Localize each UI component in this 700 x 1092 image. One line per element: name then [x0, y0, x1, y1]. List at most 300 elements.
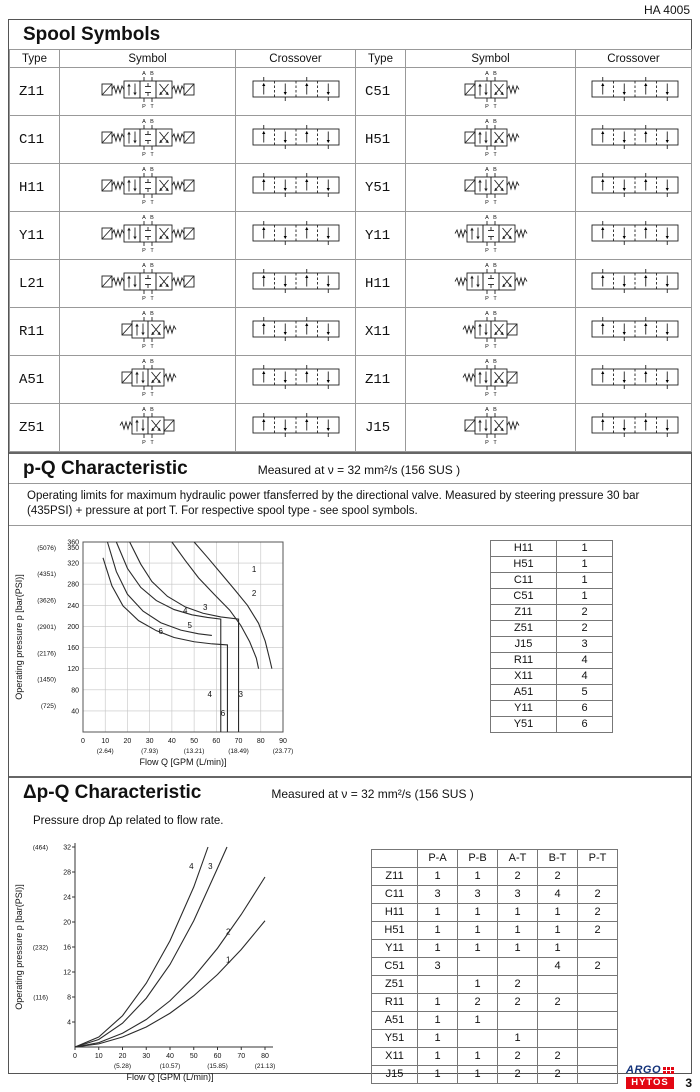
pq-curve-cell: 3 — [557, 636, 613, 652]
svg-text:T: T — [149, 104, 154, 110]
dpq-value-cell: 1 — [498, 1029, 538, 1047]
crossover-cell — [236, 116, 356, 164]
spool-type-cell: J15 — [356, 404, 406, 452]
dpq-value-cell: 1 — [538, 921, 578, 939]
pq-curve-table — [490, 540, 613, 733]
spool-table-row — [10, 308, 692, 356]
spool-type-cell: H51 — [356, 116, 406, 164]
dpq-value-cell — [578, 975, 618, 993]
dpq-value-cell: 1 — [498, 921, 538, 939]
dpq-spool-cell: J15 — [372, 1065, 418, 1083]
dpq-value-cell: 2 — [538, 1047, 578, 1065]
spool-symbol-h51 — [411, 116, 571, 158]
chart-series — [103, 542, 272, 732]
dpq-value-cell: 2 — [498, 993, 538, 1011]
svg-text:40: 40 — [167, 737, 176, 745]
logo-dot-grid-icon — [663, 1067, 674, 1074]
svg-text:B: B — [492, 119, 497, 125]
dpq-value-cell: 1 — [418, 1047, 458, 1065]
dpq-value-cell: 1 — [418, 921, 458, 939]
pq-measured-note: Measured at ν = 32 mm²/s (156 SUS ) — [257, 463, 461, 477]
dpq-table-row — [372, 921, 618, 939]
svg-text:2: 2 — [251, 588, 257, 598]
valve-drawing — [455, 215, 527, 254]
spool-symbols-table — [9, 49, 692, 452]
svg-text:200: 200 — [67, 623, 79, 631]
crossover-cell — [576, 260, 692, 308]
pq-description: Operating limits for maximum hydraulic power tfansferred by the directional valve. Measured by steering pressure 30 bar (435PSI) + pressure at port T. For respective spool type - see spool symbols. — [9, 483, 691, 526]
pq-table-row — [491, 668, 613, 684]
dpq-value-cell — [578, 1065, 618, 1083]
pq-spool-cell: A51 — [491, 684, 557, 700]
crossover-cell — [236, 404, 356, 452]
spool-table-row — [10, 164, 692, 212]
dpq-value-cell: 3 — [418, 885, 458, 903]
svg-text:90: 90 — [279, 737, 287, 745]
dpq-spool-cell: H11 — [372, 903, 418, 921]
crossover-cell — [236, 164, 356, 212]
spool-table-header-row — [10, 50, 692, 68]
argo-hytos-logo — [626, 1064, 674, 1089]
svg-text:0: 0 — [81, 737, 85, 745]
svg-text:160: 160 — [67, 644, 79, 652]
spool-symbol-h11 — [411, 260, 571, 302]
dpq-spool-cell: Y51 — [372, 1029, 418, 1047]
spool-symbol-j15 — [411, 404, 571, 446]
svg-text:(116): (116) — [33, 994, 48, 1002]
dpq-column-header: P-B — [458, 849, 498, 867]
crossover-cell — [576, 404, 692, 452]
crossover-drawing — [592, 173, 678, 197]
crossover-cell — [576, 356, 692, 404]
spool-symbol-cell — [60, 308, 236, 356]
dpq-value-cell: 3 — [458, 885, 498, 903]
spool-symbol-h11 — [68, 164, 228, 206]
pq-spool-cell: C11 — [491, 572, 557, 588]
svg-text:28: 28 — [63, 869, 71, 877]
svg-text:B: B — [492, 167, 497, 173]
svg-text:P: P — [484, 296, 489, 302]
svg-text:A: A — [141, 407, 146, 413]
pq-curve-cell: 4 — [557, 668, 613, 684]
spool-table-row — [10, 260, 692, 308]
doc-ref: HA 4005 — [643, 3, 690, 17]
dpq-value-cell: 4 — [538, 885, 578, 903]
valve-drawing — [102, 215, 194, 254]
curve-4 — [116, 542, 220, 732]
crossover-symbol-y11 — [576, 217, 694, 249]
svg-text:T: T — [149, 392, 154, 398]
spool-table-row — [10, 404, 692, 452]
svg-text:3: 3 — [208, 861, 213, 871]
dpq-value-cell: 2 — [538, 993, 578, 1011]
pq-characteristic-chart — [13, 534, 305, 770]
svg-text:30: 30 — [142, 1052, 151, 1060]
pq-table-row — [491, 620, 613, 636]
crossover-drawing — [592, 317, 678, 341]
svg-text:A: A — [141, 167, 146, 173]
svg-text:P: P — [141, 392, 146, 398]
spool-table-body — [10, 68, 692, 452]
dpq-column-header: A-T — [498, 849, 538, 867]
svg-text:P: P — [141, 296, 146, 302]
svg-text:B: B — [492, 407, 497, 413]
svg-text:4: 4 — [207, 690, 212, 700]
spool-column-header: Type — [10, 50, 60, 68]
svg-text:A: A — [484, 311, 489, 317]
svg-text:B: B — [149, 359, 154, 365]
dpq-value-cell: 4 — [538, 957, 578, 975]
svg-text:T: T — [492, 344, 497, 350]
dpq-spool-cell: Y11 — [372, 939, 418, 957]
spool-type-cell: Z51 — [10, 404, 60, 452]
svg-text:0: 0 — [73, 1052, 77, 1060]
svg-text:350: 350 — [67, 544, 79, 552]
svg-text:B: B — [492, 71, 497, 77]
svg-text:24: 24 — [63, 894, 71, 902]
svg-text:12: 12 — [63, 969, 71, 977]
dpq-value-cell: 2 — [498, 975, 538, 993]
svg-text:P: P — [484, 152, 489, 158]
svg-text:50: 50 — [190, 737, 199, 745]
spool-table-row — [10, 212, 692, 260]
svg-text:4: 4 — [189, 861, 194, 871]
svg-text:T: T — [149, 344, 154, 350]
crossover-cell — [576, 116, 692, 164]
spool-symbol-cell — [406, 212, 576, 260]
spool-type-cell: C11 — [10, 116, 60, 164]
pq-curve-cell: 2 — [557, 620, 613, 636]
svg-text:B: B — [149, 263, 154, 269]
spool-symbol-cell — [60, 164, 236, 212]
svg-text:A: A — [141, 263, 146, 269]
crossover-symbol-h11 — [576, 265, 694, 297]
svg-text:50: 50 — [189, 1052, 198, 1060]
dpq-table-row — [372, 993, 618, 1011]
crossover-drawing — [253, 173, 339, 197]
crossover-drawing — [592, 365, 678, 389]
dpq-value-cell: 1 — [458, 939, 498, 957]
dpq-chart-row — [9, 829, 691, 1091]
svg-text:(3626): (3626) — [37, 597, 56, 605]
dpq-section-header — [9, 776, 691, 807]
curve-2 — [75, 877, 265, 1047]
pq-curve-cell: 1 — [557, 588, 613, 604]
svg-text:B: B — [492, 359, 497, 365]
y-axis-labels — [37, 539, 79, 715]
spool-symbol-cell — [406, 116, 576, 164]
dpq-value-cell: 2 — [538, 867, 578, 885]
svg-text:P: P — [141, 248, 146, 254]
pq-curve-cell: 1 — [557, 572, 613, 588]
crossover-symbol-h51 — [576, 121, 694, 153]
crossover-drawing — [253, 413, 339, 437]
spool-symbols-section — [9, 20, 691, 452]
crossover-drawing — [253, 317, 339, 341]
spool-table-row — [10, 68, 692, 116]
svg-text:A: A — [484, 263, 489, 269]
svg-text:T: T — [149, 296, 154, 302]
dpq-value-cell: 1 — [458, 1065, 498, 1083]
pq-table-row — [491, 588, 613, 604]
y-axis-title: Operating pressure p [bar(PSI)] — [14, 574, 24, 700]
svg-text:1: 1 — [225, 955, 231, 965]
svg-text:T: T — [492, 104, 497, 110]
logo-hytos-text: HYTOS — [626, 1077, 674, 1089]
spool-type-cell: H11 — [10, 164, 60, 212]
dpq-value-cell: 3 — [498, 885, 538, 903]
svg-text:6: 6 — [158, 626, 164, 636]
svg-text:3: 3 — [202, 602, 208, 612]
crossover-drawing — [592, 221, 678, 245]
dpq-value-cell — [578, 993, 618, 1011]
svg-text:32: 32 — [63, 844, 71, 852]
crossover-cell — [576, 68, 692, 116]
svg-text:A: A — [141, 119, 146, 125]
svg-text:(13.21): (13.21) — [183, 747, 205, 755]
pq-section — [9, 452, 691, 776]
crossover-cell — [576, 212, 692, 260]
dpq-value-cell: 1 — [458, 975, 498, 993]
dpq-value-cell — [538, 975, 578, 993]
valve-drawing — [102, 71, 194, 110]
pq-table-row — [491, 700, 613, 716]
spool-column-header: Type — [356, 50, 406, 68]
dpq-value-cell — [578, 1011, 618, 1029]
valve-drawing — [120, 407, 174, 446]
dpq-corner-header — [372, 849, 418, 867]
spool-type-cell: Z11 — [10, 68, 60, 116]
pq-table-row — [491, 604, 613, 620]
spool-symbol-cell — [406, 308, 576, 356]
crossover-symbol-y51 — [576, 169, 694, 201]
svg-text:40: 40 — [166, 1052, 174, 1060]
dpq-value-cell: 1 — [418, 939, 458, 957]
svg-text:B: B — [492, 215, 497, 221]
crossover-symbol-r11 — [237, 313, 355, 345]
svg-text:P: P — [484, 440, 489, 446]
valve-drawing — [465, 119, 519, 158]
content-frame — [8, 19, 692, 1082]
svg-text:P: P — [484, 344, 489, 350]
svg-text:1: 1 — [251, 564, 257, 574]
crossover-cell — [576, 308, 692, 356]
crossover-symbol-x11 — [576, 313, 694, 345]
pq-spool-cell: Y11 — [491, 700, 557, 716]
svg-text:P: P — [141, 344, 146, 350]
pq-table-row — [491, 716, 613, 732]
x-axis-title: Flow Q [GPM (L/min)] — [126, 1071, 214, 1082]
spool-symbol-y11 — [68, 212, 228, 254]
svg-text:10: 10 — [94, 1052, 103, 1060]
dpq-value-cell: 1 — [498, 903, 538, 921]
svg-text:60: 60 — [213, 1052, 222, 1060]
svg-text:A: A — [484, 407, 489, 413]
spool-symbol-cell — [406, 68, 576, 116]
pq-chart-row — [9, 526, 691, 776]
dpq-description: Pressure drop Δp related to flow rate. — [33, 814, 224, 827]
dpq-value-cell — [458, 957, 498, 975]
spool-type-cell: R11 — [10, 308, 60, 356]
valve-drawing — [102, 167, 194, 206]
pq-curve-cell: 6 — [557, 716, 613, 732]
dpq-value-cell: 1 — [418, 1011, 458, 1029]
svg-text:B: B — [149, 119, 154, 125]
svg-text:60: 60 — [212, 737, 221, 745]
svg-text:16: 16 — [63, 944, 71, 952]
valve-drawing — [465, 167, 519, 206]
dpq-spool-cell: C11 — [372, 885, 418, 903]
svg-text:A: A — [484, 167, 489, 173]
pq-spool-cell: R11 — [491, 652, 557, 668]
svg-text:T: T — [149, 440, 154, 446]
spool-symbol-cell — [60, 212, 236, 260]
pq-table-row — [491, 572, 613, 588]
crossover-drawing — [253, 77, 339, 101]
svg-text:A: A — [141, 311, 146, 317]
svg-text:P: P — [141, 440, 146, 446]
dpq-value-cell: 2 — [498, 1047, 538, 1065]
dpq-section — [9, 776, 691, 1091]
svg-text:T: T — [492, 248, 497, 254]
svg-text:(725): (725) — [40, 702, 56, 710]
spool-symbol-cell — [60, 404, 236, 452]
dpq-value-cell: 1 — [418, 993, 458, 1011]
spool-symbol-cell — [406, 356, 576, 404]
crossover-drawing — [253, 125, 339, 149]
valve-drawing — [102, 263, 194, 302]
spool-column-header: Symbol — [60, 50, 236, 68]
svg-text:T: T — [149, 152, 154, 158]
svg-text:(232): (232) — [32, 944, 48, 952]
dpq-table-row — [372, 1011, 618, 1029]
crossover-drawing — [253, 221, 339, 245]
curve-3 — [130, 542, 239, 732]
x-axis-title: Flow Q [GPM (L/min)] — [139, 756, 227, 767]
crossover-cell — [236, 212, 356, 260]
spool-column-header: Crossover — [236, 50, 356, 68]
svg-text:(2.64): (2.64) — [96, 747, 114, 755]
spool-symbol-cell — [60, 356, 236, 404]
svg-text:(4351): (4351) — [37, 571, 56, 579]
spool-symbol-l21 — [68, 260, 228, 302]
dpq-value-cell: 1 — [418, 1065, 458, 1083]
svg-text:(5076): (5076) — [37, 544, 56, 552]
svg-text:T: T — [492, 440, 497, 446]
spool-column-header: Symbol — [406, 50, 576, 68]
spool-type-cell: H11 — [356, 260, 406, 308]
svg-text:(23.77): (23.77) — [272, 747, 294, 755]
svg-text:A: A — [141, 215, 146, 221]
crossover-symbol-z11 — [576, 361, 694, 393]
crossover-symbol-z11 — [237, 73, 355, 105]
crossover-symbol-z51 — [237, 409, 355, 441]
spool-column-header: Crossover — [576, 50, 692, 68]
svg-text:8: 8 — [67, 994, 71, 1002]
svg-text:320: 320 — [67, 560, 79, 568]
dpq-value-cell — [578, 1029, 618, 1047]
svg-text:A: A — [484, 119, 489, 125]
svg-text:T: T — [492, 152, 497, 158]
dpq-value-cell — [418, 975, 458, 993]
dpq-value-cell: 1 — [458, 867, 498, 885]
spool-symbol-cell — [60, 116, 236, 164]
crossover-cell — [576, 164, 692, 212]
dpq-table-row — [372, 867, 618, 885]
svg-text:P: P — [484, 248, 489, 254]
svg-text:B: B — [492, 263, 497, 269]
curve-4 — [75, 847, 208, 1047]
curve-labels — [189, 862, 231, 965]
dpq-value-cell — [538, 1029, 578, 1047]
dpq-value-cell: 1 — [418, 867, 458, 885]
dpq-spool-cell: C51 — [372, 957, 418, 975]
svg-text:A: A — [484, 71, 489, 77]
dpq-title: Δp-Q Characteristic — [23, 781, 202, 803]
pq-spool-cell: H51 — [491, 556, 557, 572]
svg-text:T: T — [149, 248, 154, 254]
svg-text:3: 3 — [238, 690, 244, 700]
dpq-value-cell: 1 — [418, 1029, 458, 1047]
svg-text:T: T — [149, 200, 154, 206]
dpq-spool-cell: H51 — [372, 921, 418, 939]
svg-text:20: 20 — [63, 919, 71, 927]
spool-symbol-y51 — [411, 164, 571, 206]
crossover-symbol-l21 — [237, 265, 355, 297]
spool-symbol-cell — [60, 260, 236, 308]
valve-drawing — [465, 407, 519, 446]
pq-curve-cell: 5 — [557, 684, 613, 700]
spool-symbol-x11 — [411, 308, 571, 350]
dpq-value-cell: 1 — [538, 939, 578, 957]
pq-section-header — [9, 452, 691, 483]
svg-text:4: 4 — [182, 606, 188, 616]
dpq-characteristic-chart — [13, 837, 291, 1085]
curve-3 — [75, 847, 227, 1047]
spool-table-row — [10, 356, 692, 404]
dpq-value-cell: 2 — [578, 903, 618, 921]
svg-text:P: P — [484, 392, 489, 398]
spool-symbol-y11 — [411, 212, 571, 254]
svg-text:T: T — [492, 392, 497, 398]
dpq-column-header: P-T — [578, 849, 618, 867]
dpq-table-row — [372, 957, 618, 975]
x-axis-labels — [73, 1053, 275, 1070]
crossover-drawing — [253, 365, 339, 389]
svg-text:T: T — [492, 296, 497, 302]
dpq-table-row — [372, 975, 618, 993]
dpq-table-row — [372, 939, 618, 957]
svg-text:P: P — [141, 200, 146, 206]
spool-symbol-z51 — [68, 404, 228, 446]
x-axis-labels — [81, 738, 293, 755]
dpq-table-row — [372, 1065, 618, 1083]
y-axis-title: Operating pressure p [bar(PSI)] — [14, 884, 24, 1010]
pq-spool-cell: J15 — [491, 636, 557, 652]
spool-symbol-c11 — [68, 116, 228, 158]
spool-type-cell: C51 — [356, 68, 406, 116]
svg-text:240: 240 — [67, 602, 79, 610]
dpq-value-cell: 1 — [458, 1047, 498, 1065]
svg-text:T: T — [492, 200, 497, 206]
valve-drawing — [463, 311, 517, 350]
svg-text:80: 80 — [256, 737, 265, 745]
dpq-value-cell: 2 — [538, 1065, 578, 1083]
svg-text:120: 120 — [67, 666, 79, 674]
valve-drawing — [122, 311, 176, 350]
chart-axes — [72, 843, 273, 1050]
spool-type-cell: Y51 — [356, 164, 406, 212]
